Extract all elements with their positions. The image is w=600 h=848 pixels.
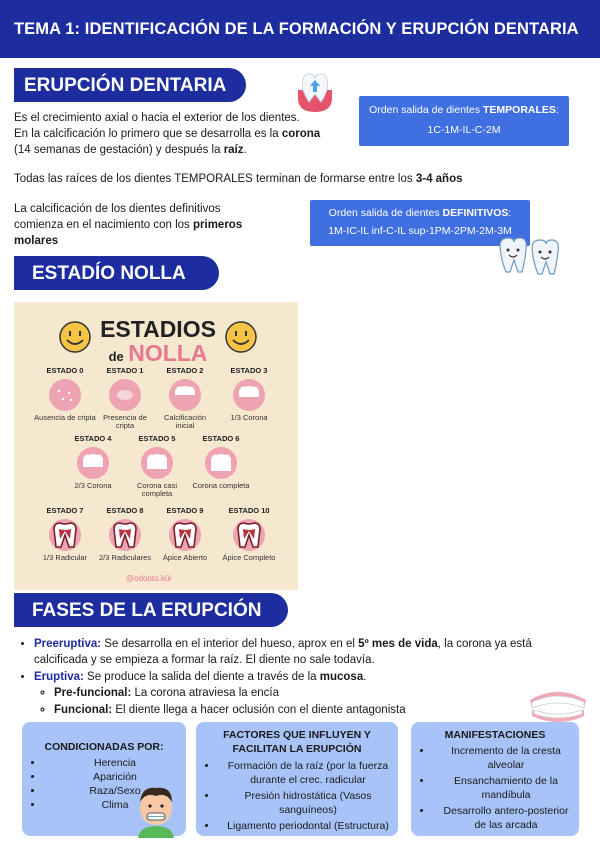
nolla-stage-label: ESTADO 4: [74, 434, 112, 443]
nolla-stage: [190, 434, 252, 490]
panel-condicionadas: CONDICIONADAS POR: • Herencia • Aparición • Raza/Sexo • Clima: [22, 722, 186, 836]
nolla-stage: [218, 506, 280, 562]
nolla-stage-label: ESTADO 5: [138, 434, 176, 443]
nolla-title: ESTADIOS: [100, 316, 216, 342]
list-item: • Desarrollo antero-posterior de las arcada: [433, 804, 579, 832]
section-title-nolla: ESTADÍO NOLLA: [14, 256, 219, 290]
raices-temporales-text: Todas las raíces de los dientes TEMPORALES terminan de formarse entre los 3-4 años: [14, 173, 463, 185]
nolla-stage-label: ESTADO 2: [166, 366, 204, 375]
nolla-stage-desc: Corona completa: [192, 481, 250, 490]
section-title-erupcion: ERUPCIÓN DENTARIA: [14, 68, 246, 102]
list-item: • Preeruptiva: Se desarrolla en el interior del hueso, aprox en el 5º mes de vida, la corona ya está calcificada y se empieza a formar la raíz. El diente no sale todavía.: [34, 636, 594, 668]
erupcion-definition: Es el crecimiento axial o hacia el exterior de los dientes. En la calcificación lo primero que se desarrolla es la corona (14 semanas de gestación) y después la raíz.: [14, 112, 321, 156]
list-item: • Raza/Sexo: [44, 784, 186, 798]
page-title: TEMA 1: IDENTIFICACIÓN DE LA FORMACIÓN Y ERUPCIÓN DENTARIA: [14, 20, 579, 38]
list-item: • Incremento de la cresta alveolar: [433, 744, 579, 772]
nolla-stage: [126, 434, 188, 498]
fases-list: [14, 636, 594, 719]
list-item: • Presión hidrostática (Vasos sanguíneos): [218, 789, 398, 817]
box-definitivos: Orden salida de dientes DEFINITIVOS: 1M-IC-IL inf-C-IL sup-1PM-2PM-2M-3M: [310, 200, 530, 246]
header-bar: [0, 0, 600, 58]
tooth-stage-icon: [229, 517, 269, 553]
list-item: • Eruptiva: Se produce la salida del diente a través de la mucosa. ◦ Pre-funcional: La corona atraviesa la encía ◦ Funcional: El diente llega a hacer oclusión con el diente antagonista: [34, 669, 594, 718]
nolla-stage-label: ESTADO 1: [106, 366, 144, 375]
nolla-stage: [94, 506, 156, 562]
tooth-stage-icon: [165, 517, 205, 553]
nolla-infographic: [14, 302, 298, 590]
smiling-teeth-icon: [496, 236, 564, 280]
calcificacion-definitivos-text: La calcificación de los dientes definitivos comienza en el nacimiento con los primeros molares: [14, 203, 243, 247]
nolla-stage-label: ESTADO 8: [106, 506, 144, 515]
nolla-stage-label: ESTADO 7: [46, 506, 84, 515]
nolla-stage-desc: 2/3 Radiculares: [98, 553, 152, 562]
panel-factores: FACTORES QUE INFLUYEN Y FACILITAN LA ERUPCIÓN • Formación de la raíz (por la fuerza durante el crec. radicular • Presión hidrostática (Vasos sanguíneos) • Ligamento periodontal (Estructura): [196, 722, 398, 836]
list-item: ◦ Funcional: El diente llega a hacer oclusión con el diente antagonista: [54, 702, 594, 718]
nolla-stage-label: ESTADO 6: [202, 434, 240, 443]
nolla-stage-desc: 2/3 Corona: [74, 481, 112, 490]
tooth-stage-icon: [165, 377, 205, 413]
nolla-stage-label: ESTADO 0: [46, 366, 84, 375]
nolla-stage-desc: 1/3 Corona: [230, 413, 268, 422]
nolla-stage: [218, 366, 280, 422]
list-item: • Formación de la raíz (por la fuerza durante el crec. radicular: [218, 759, 398, 787]
tooth-stage-icon: [201, 445, 241, 481]
smiley-icon: [224, 320, 258, 354]
panel-manifestaciones: MANIFESTACIONES • Incremento de la cresta alveolar • Ensanchamiento de la mandíbula • Desarrollo antero-posterior de las arcada: [411, 722, 579, 836]
nolla-credit: @odonto.kül: [126, 574, 172, 583]
tooth-stage-icon: [137, 445, 177, 481]
nolla-stage: [34, 506, 96, 562]
list-item: • Clima: [44, 798, 186, 812]
nolla-stage: [154, 366, 216, 430]
nolla-stage-desc: Ausencia de cripta: [34, 413, 96, 422]
smiley-icon: [58, 320, 92, 354]
nolla-stage-desc: Calcificación inicial: [163, 413, 207, 430]
tooth-stage-icon: [73, 445, 113, 481]
tooth-stage-icon: [105, 517, 145, 553]
nolla-stage-label: ESTADO 3: [230, 366, 268, 375]
nolla-stage: [94, 366, 156, 430]
nolla-stage-desc: 1/3 Radicular: [42, 553, 88, 562]
nolla-stage: [34, 366, 96, 422]
tooth-icon: [292, 68, 338, 116]
list-item: • Ligamento periodontal (Estructura): [218, 819, 398, 833]
tooth-stage-icon: [45, 377, 85, 413]
box-temporales: Orden salida de dientes TEMPORALES: 1C-1M-IL-C-2M: [359, 96, 569, 146]
nolla-stage: [62, 434, 124, 490]
list-item: • Aparición: [44, 770, 186, 784]
boy-braces-icon: [132, 782, 180, 838]
nolla-stage-desc: Presencia de cripta: [103, 413, 147, 430]
nolla-stage-label: ESTADO 9: [166, 506, 204, 515]
nolla-stage-desc: Corona casi completa: [136, 481, 178, 498]
list-item: • Ensanchamiento de la mandíbula: [433, 774, 579, 802]
nolla-stage-label: ESTADO 10: [228, 506, 270, 515]
nolla-stage-desc: Ápice Completo: [222, 553, 276, 562]
section-title-fases: FASES DE LA ERUPCIÓN: [14, 593, 288, 627]
tooth-stage-icon: [105, 377, 145, 413]
nolla-subtitle: de NOLLA: [108, 340, 208, 366]
list-item: • Herencia: [44, 756, 186, 770]
tooth-stage-icon: [229, 377, 269, 413]
nolla-stage: [154, 506, 216, 562]
nolla-stage-desc: Ápice Abierto: [162, 553, 208, 562]
list-item: ◦ Pre-funcional: La corona atraviesa la encía: [54, 685, 594, 701]
tooth-stage-icon: [45, 517, 85, 553]
